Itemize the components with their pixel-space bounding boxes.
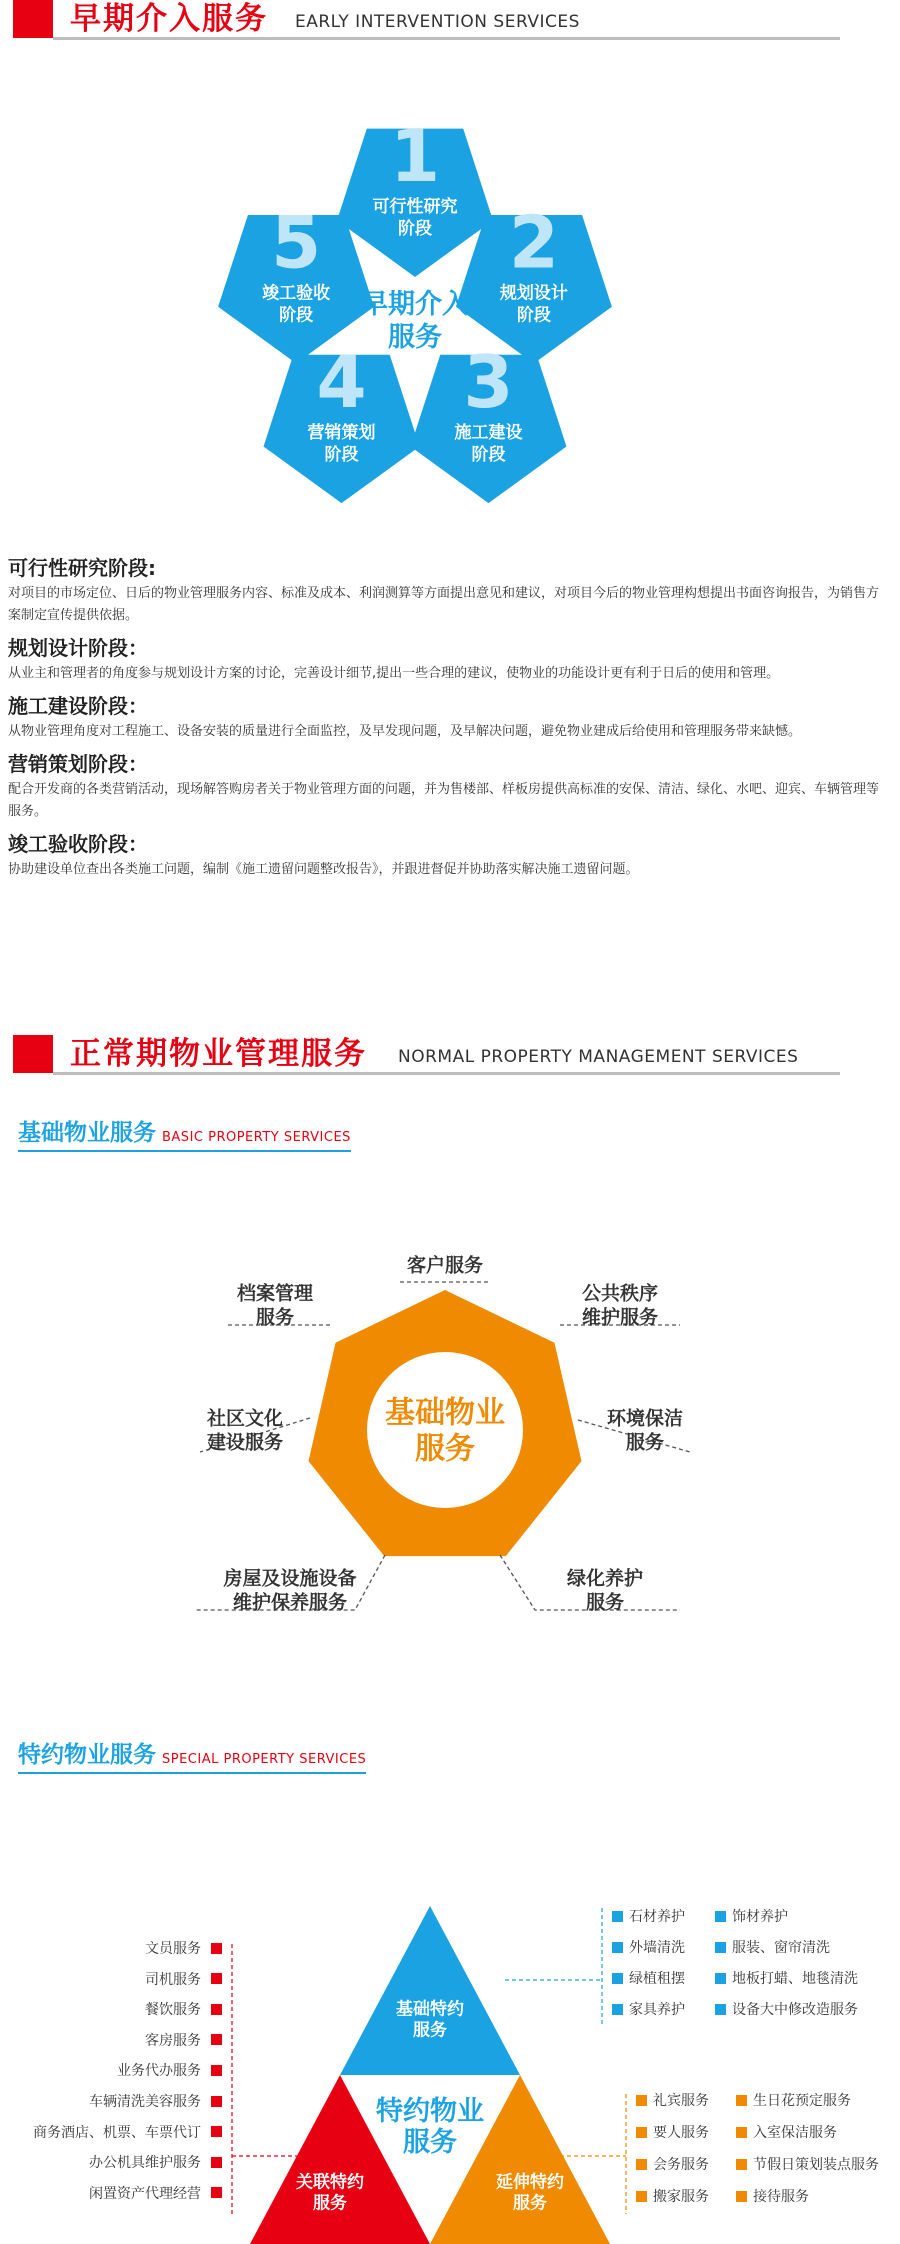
blue-square-icon xyxy=(715,1942,726,1953)
stage-number: 3 xyxy=(463,340,514,425)
extended-service-item xyxy=(736,2122,837,2142)
stage-item xyxy=(8,749,888,823)
extended-services-list xyxy=(636,2090,900,2220)
basic-special-services-list xyxy=(612,1906,900,2026)
basic-service-item xyxy=(400,1254,490,1282)
basic-service-label: 档案管理服务 xyxy=(236,1282,314,1329)
section-title-en: EARLY INTERVENTION SERVICES xyxy=(295,12,580,32)
stage-desc: 对项目的市场定位、日后的物业管理服务内容、标准及成本、利润测算等方面提出意见和建议，对项目今后的物业管理构想提出书面咨询报告，为销售方案制定宣传提供依据。 xyxy=(8,586,880,623)
related-service-label: 闲置资产代理经营 xyxy=(89,2185,201,2202)
subheader-special xyxy=(18,1740,366,1772)
extended-service-item xyxy=(636,2154,709,2174)
basic-special-item xyxy=(715,1906,788,1926)
stage-pentagon xyxy=(337,114,493,277)
subheader-underline xyxy=(18,1772,366,1774)
stage-item xyxy=(8,691,888,743)
basic-service-item xyxy=(578,1407,690,1454)
related-service-item xyxy=(89,2152,222,2172)
extended-service-label: 接待服务 xyxy=(753,2189,809,2205)
red-square-icon xyxy=(211,1943,222,1954)
section-marker xyxy=(13,1035,53,1073)
extended-service-item xyxy=(736,2154,879,2174)
related-service-label: 办公机具维护服务 xyxy=(89,2155,201,2172)
extended-service-label: 要人服务 xyxy=(653,2125,709,2141)
related-service-item xyxy=(145,1938,222,1958)
triangle-top-label: 基础特约服务 xyxy=(396,1999,464,2041)
heptagon-center-label: 基础物业服务 xyxy=(385,1395,505,1467)
basic-service-item xyxy=(225,1282,330,1329)
section-title-en: NORMAL PROPERTY MANAGEMENT SERVICES xyxy=(398,1047,799,1067)
basic-service-item xyxy=(500,1555,680,1614)
basic-special-item xyxy=(715,1937,830,1957)
basic-service-item xyxy=(195,1555,385,1614)
related-service-label: 司机服务 xyxy=(145,1971,201,1988)
subheader-cn: 特约物业服务 xyxy=(18,1742,156,1768)
extended-service-label: 节假日策划装点服务 xyxy=(753,2157,879,2173)
related-service-label: 商务酒店、机票、车票代订 xyxy=(33,2124,201,2141)
extended-service-item xyxy=(636,2090,709,2110)
basic-special-label: 外墙清洗 xyxy=(629,1940,685,1956)
extended-service-label: 生日花预定服务 xyxy=(753,2093,851,2109)
subheader-en: SPECIAL PROPERTY SERVICES xyxy=(162,1752,367,1767)
related-service-label: 车辆清洗美容服务 xyxy=(89,2094,201,2110)
stage-label: 规划设计阶段 xyxy=(499,283,568,326)
extended-service-label: 会务服务 xyxy=(653,2157,709,2173)
triangle-top xyxy=(340,1906,520,2075)
section-title-cn: 早期介入服务 xyxy=(70,1,268,37)
basic-special-item xyxy=(612,1968,685,1988)
red-square-icon xyxy=(211,2004,222,2015)
related-service-label: 客房服务 xyxy=(145,2032,201,2049)
orange-square-icon xyxy=(636,2191,647,2202)
blue-square-icon xyxy=(612,1973,623,1984)
basic-service-item xyxy=(560,1282,680,1329)
subheader-basic xyxy=(18,1118,351,1150)
basic-service-label: 环境保洁服务 xyxy=(606,1407,684,1454)
stage-descriptions xyxy=(8,553,888,887)
stage-number: 1 xyxy=(389,114,441,198)
basic-special-label: 家具养护 xyxy=(629,2002,685,2018)
related-service-item xyxy=(33,2122,222,2142)
red-square-icon xyxy=(211,2034,222,2045)
triangle-right-label: 延伸特约服务 xyxy=(496,2172,564,2214)
section-marker xyxy=(13,0,53,38)
blue-square-icon xyxy=(715,1973,726,1984)
basic-special-label: 饰材养护 xyxy=(732,1909,788,1925)
basic-special-item xyxy=(612,1906,685,1926)
subheader-en: BASIC PROPERTY SERVICES xyxy=(162,1130,351,1145)
stage-number: 5 xyxy=(271,200,322,285)
stage-title: 规划设计阶段： xyxy=(8,636,148,660)
stage-item xyxy=(8,829,888,881)
basic-service-label: 房屋及设施设备维护保养服务 xyxy=(223,1567,357,1614)
early-intervention-diagram xyxy=(0,40,900,560)
basic-special-label: 设备大中修改造服务 xyxy=(732,2002,858,2018)
basic-service-label: 公共秩序维护服务 xyxy=(581,1282,659,1329)
related-service-item xyxy=(145,2030,222,2050)
section-header-early xyxy=(0,0,840,42)
basic-services-diagram xyxy=(0,1230,900,1670)
basic-special-item xyxy=(715,1968,858,1988)
orange-square-icon xyxy=(736,2095,747,2106)
basic-special-label: 石材养护 xyxy=(629,1909,685,1925)
basic-service-item xyxy=(200,1407,310,1454)
extended-service-label: 搬家服务 xyxy=(653,2189,709,2205)
stage-desc: 从物业管理角度对工程施工、设备安装的质量进行全面监控，及早发现问题，及早解决问题，避免物业建成后给使用和管理服务带来缺憾。 xyxy=(8,724,802,739)
orange-square-icon xyxy=(636,2095,647,2106)
extended-service-label: 入室保洁服务 xyxy=(753,2125,837,2141)
stage-label: 竣工验收阶段 xyxy=(262,283,331,326)
triangle-center-label: 特约物业服务 xyxy=(376,2095,484,2158)
orange-square-icon xyxy=(636,2127,647,2138)
basic-service-label: 绿化养护服务 xyxy=(566,1567,644,1614)
red-square-icon xyxy=(211,2126,222,2137)
red-square-icon xyxy=(211,2096,222,2107)
section-rule xyxy=(53,1072,840,1075)
basic-service-label: 社区文化建设服务 xyxy=(206,1407,284,1454)
subheader-cn: 基础物业服务 xyxy=(18,1120,156,1146)
stage-label: 营销策划阶段 xyxy=(307,423,376,466)
stage-item xyxy=(8,633,888,685)
related-service-label: 业务代办服务 xyxy=(117,2063,201,2080)
basic-special-label: 绿植租摆 xyxy=(629,1971,685,1987)
related-service-item xyxy=(145,1999,222,2019)
extended-service-item xyxy=(736,2090,851,2110)
basic-special-item xyxy=(715,1999,858,2019)
red-square-icon xyxy=(211,1973,222,1984)
related-service-label: 餐饮服务 xyxy=(145,2002,201,2019)
stage-number: 2 xyxy=(508,200,559,285)
stage-title: 可行性研究阶段: xyxy=(8,556,156,580)
stage-title: 施工建设阶段： xyxy=(8,694,148,718)
orange-square-icon xyxy=(736,2159,747,2170)
diagram-center-label: 早期介入服务 xyxy=(361,288,469,353)
stage-item xyxy=(8,553,888,627)
related-service-item xyxy=(117,2060,222,2080)
stage-number: 4 xyxy=(316,340,367,425)
extended-service-item xyxy=(736,2186,809,2206)
related-service-item xyxy=(89,2183,222,2203)
subheader-underline xyxy=(18,1150,351,1152)
section-header-normal xyxy=(0,1035,840,1077)
related-service-item xyxy=(89,2091,222,2111)
section-title-cn: 正常期物业管理服务 xyxy=(70,1036,367,1072)
extended-service-item xyxy=(636,2186,709,2206)
basic-special-label: 地板打蜡、地毯清洗 xyxy=(732,1971,858,1987)
extended-service-item xyxy=(636,2122,709,2142)
basic-special-label: 服装、窗帘清洗 xyxy=(732,1940,830,1956)
basic-service-label: 客户服务 xyxy=(406,1254,484,1277)
red-square-icon xyxy=(211,2157,222,2168)
stage-desc: 协助建设单位查出各类施工问题，编制《施工遗留问题整改报告》，并跟进督促并协助落实解决施工遗留问题。 xyxy=(8,862,639,877)
stage-desc: 从业主和管理者的角度参与规划设计方案的讨论，完善设计细节,提出一些合理的建议，使物业的功能设计更有利于日后的使用和管理。 xyxy=(8,666,780,681)
extended-service-label: 礼宾服务 xyxy=(653,2093,709,2109)
stage-desc: 配合开发商的各类营销活动，现场解答购房者关于物业管理方面的问题，并为售楼部、样板房提供高标准的安保、清洁、绿化、水吧、迎宾、车辆管理等服务。 xyxy=(8,782,880,819)
stage-title: 营销策划阶段： xyxy=(8,752,148,776)
red-square-icon xyxy=(211,2187,222,2198)
stage-label: 施工建设阶段 xyxy=(454,423,523,466)
blue-square-icon xyxy=(612,1942,623,1953)
red-square-icon xyxy=(211,2065,222,2076)
orange-square-icon xyxy=(736,2191,747,2202)
blue-square-icon xyxy=(715,2004,726,2015)
related-service-label: 文员服务 xyxy=(145,1941,201,1957)
related-service-item xyxy=(145,1969,222,1989)
stage-title: 竣工验收阶段： xyxy=(8,832,148,856)
orange-square-icon xyxy=(736,2127,747,2138)
stage-label: 可行性研究阶段 xyxy=(372,196,458,239)
triangle-left-label: 关联特约服务 xyxy=(296,2172,364,2214)
orange-square-icon xyxy=(636,2159,647,2170)
blue-square-icon xyxy=(715,1911,726,1922)
basic-special-item xyxy=(612,1937,685,1957)
blue-square-icon xyxy=(612,2004,623,2015)
basic-special-item xyxy=(612,1999,685,2019)
blue-square-icon xyxy=(612,1911,623,1922)
